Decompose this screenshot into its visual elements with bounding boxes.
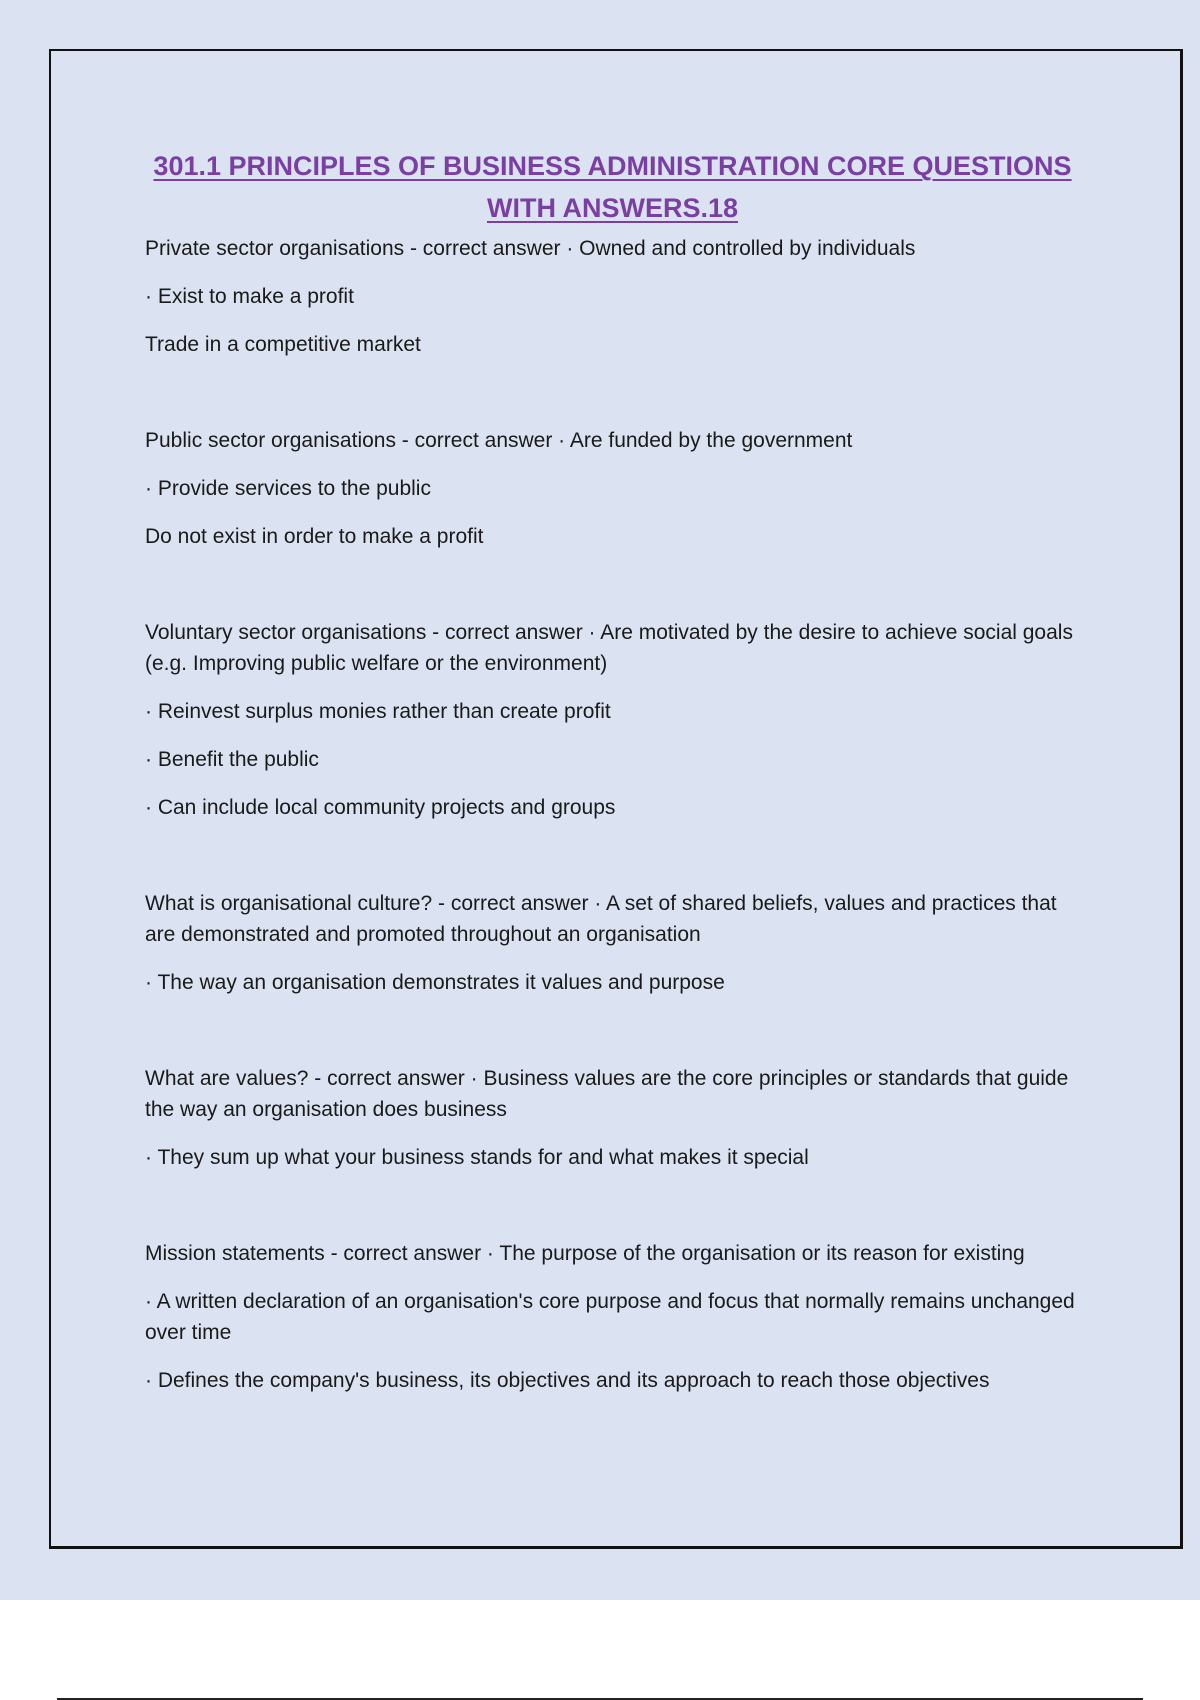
qa-line: Do not exist in order to make a profit: [145, 525, 484, 548]
document-title: 301.1 PRINCIPLES OF BUSINESS ADMINISTRATION CORE QUESTIONS WITH ANSWERS.18: [153, 151, 1072, 223]
qa-line: · Benefit the public: [145, 748, 319, 771]
section-spacer: [145, 840, 1080, 888]
section-spacer: [145, 377, 1080, 425]
qa-line: Public sector organisations - correct answer · Are funded by the government: [145, 429, 853, 452]
section-voluntary-sector: [145, 617, 1080, 823]
qa-line: Mission statements - correct answer · The purpose of the organisation or its reason for existing: [145, 1242, 1025, 1265]
qa-line: · A written declaration of an organisation's core purpose and focus that normally remains unchanged over time: [145, 1290, 1075, 1344]
document-body: [145, 145, 1080, 1413]
qa-line: · Exist to make a profit: [145, 285, 354, 308]
qa-line: What are values? - correct answer · Business values are the core principles or standards that guide the way an organisation does business: [145, 1067, 1069, 1121]
section-public-sector: [145, 425, 1080, 552]
section-organisational-culture: [145, 888, 1080, 998]
qa-line: · They sum up what your business stands for and what makes it special: [145, 1146, 809, 1169]
qa-line: · The way an organisation demonstrates it values and purpose: [145, 971, 725, 994]
section-mission-statements: [145, 1238, 1080, 1396]
qa-line: · Defines the company's business, its objectives and its approach to reach those objectives: [145, 1369, 990, 1392]
section-spacer: [145, 569, 1080, 617]
section-private-sector: [145, 233, 1080, 360]
section-spacer: [145, 1015, 1080, 1063]
qa-line: · Reinvest surplus monies rather than create profit: [145, 700, 611, 723]
qa-line: Voluntary sector organisations - correct answer · Are motivated by the desire to achieve social goals (e.g. Improving public welfare or the environment): [145, 621, 1073, 675]
section-values: [145, 1063, 1080, 1173]
section-spacer: [145, 1190, 1080, 1238]
qa-line: · Can include local community projects and groups: [145, 796, 616, 819]
qa-line: · Provide services to the public: [145, 477, 431, 500]
qa-line: Trade in a competitive market: [145, 333, 421, 356]
qa-line: What is organisational culture? - correct answer · A set of shared beliefs, values and practices that are demonstrated and promoted throughout an organisation: [145, 892, 1057, 946]
qa-line: Private sector organisations - correct answer · Owned and controlled by individuals: [145, 237, 916, 260]
